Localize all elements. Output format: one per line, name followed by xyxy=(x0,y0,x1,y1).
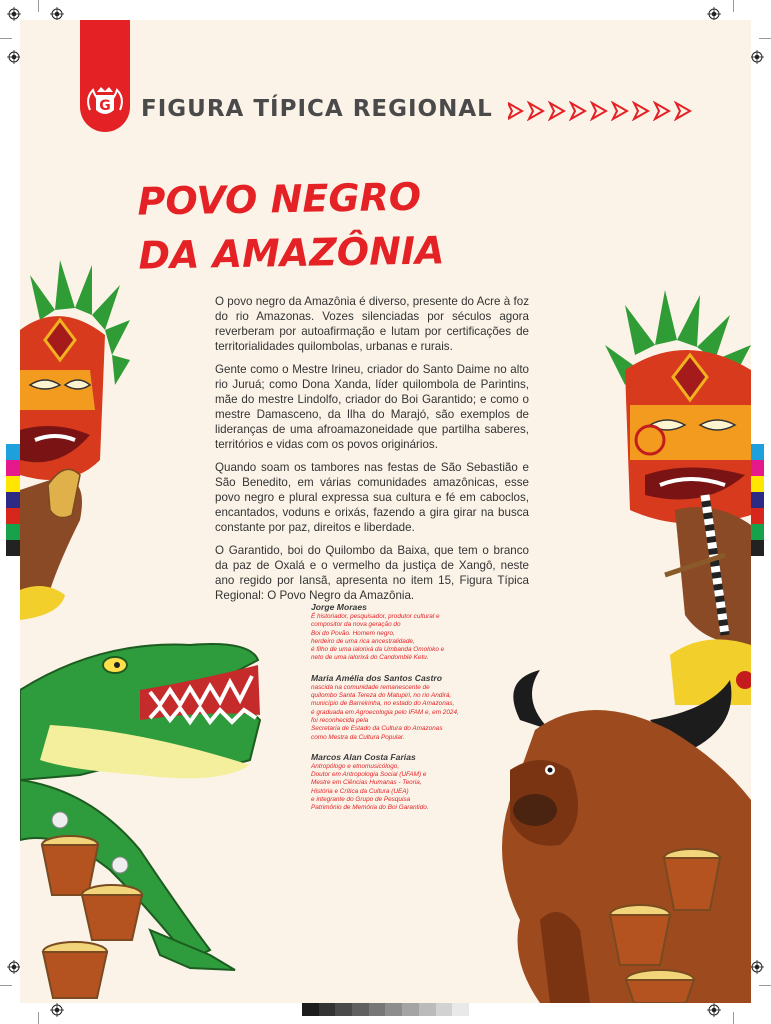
credit-bio-line: como Mestra da Cultura Popular. xyxy=(311,733,405,741)
crop-line xyxy=(759,38,771,39)
chevron-shape xyxy=(655,103,669,119)
calibration-swatch xyxy=(6,476,20,492)
paragraph: O povo negro da Amazônia é diverso, presente do Acre à foz do rio Amazonas. Vozes silenciadas por séculos agora reverberam por autoafirmação e lutam por certificações de territorialidades quilombolas, urbanas e rurais. xyxy=(215,295,529,353)
chevron-shape xyxy=(592,103,606,119)
chevron-right-icon xyxy=(508,101,708,121)
credit-block xyxy=(311,602,481,663)
registration-mark-icon xyxy=(7,50,21,64)
crop-line xyxy=(38,0,39,12)
calibration-swatch xyxy=(419,1002,436,1016)
credit-block xyxy=(311,673,481,742)
credit-bio-line: Doutor em Antropologia Social (UFAM) e xyxy=(311,771,427,779)
crop-line xyxy=(0,985,12,986)
calibration-swatch xyxy=(385,1002,402,1016)
paragraph: Quando soam os tambores nas festas de São Sebastião e São Benedito, em várias comunidades amazônicas, esse povo negro e plural expressa sua cultura e fé em caboclos, encantados, voduns e orixás, fazendo a gira girar na busca constante por paz, direitos e liberdade. xyxy=(215,461,529,534)
calibration-swatch xyxy=(750,524,764,540)
registration-mark-icon xyxy=(750,50,764,64)
credit-bio-line: compositor da nova geração do xyxy=(311,621,401,629)
author-credits xyxy=(311,602,481,823)
calibration-swatch xyxy=(6,444,20,460)
registration-mark-icon xyxy=(707,7,721,21)
main-title-line-2: DA AMAZÔNIA xyxy=(138,228,445,278)
credit-bio-line: e integrante do Grupo de Pesquisa xyxy=(311,796,411,804)
calibration-swatch xyxy=(750,508,764,524)
paragraph: Gente como o Mestre Irineu, criador do Santo Daime no alto rio Juruá; como Dona Xanda, líder quilombola de Parintins, mãe do mestre Lindolfo, criador do Boi Garantido; e como o mestre Damasceno, da Ilha do Marajó, são exemplos de lideranças de uma afroamazoneidade que partilha saberes, territórios e vidas com os povos originários. xyxy=(215,363,529,451)
calibration-swatch xyxy=(6,492,20,508)
credit-bio-line: é graduada em Agroecologia pelo IFAM e, em 2024, xyxy=(311,708,459,716)
calibration-swatch xyxy=(750,476,764,492)
calibration-swatch xyxy=(750,540,764,556)
color-calibration-bar xyxy=(6,444,20,556)
registration-mark-icon xyxy=(50,7,64,21)
registration-mark-icon xyxy=(707,1003,721,1017)
color-calibration-bar xyxy=(750,444,764,556)
credit-name: Marcos Alan Costa Farias xyxy=(311,751,416,762)
registration-mark-icon xyxy=(50,1003,64,1017)
credit-bio-line: quilombo Santa Tereza do Matupiri, no rio Andirá, xyxy=(311,692,452,700)
chevron-shape xyxy=(613,103,627,119)
calibration-swatch xyxy=(6,524,20,540)
chevron-shape xyxy=(634,103,648,119)
calibration-swatch xyxy=(6,508,20,524)
crop-line xyxy=(38,1012,39,1024)
tribal-mask-icon xyxy=(605,285,751,705)
calibration-swatch xyxy=(750,444,764,460)
credit-name: Maria Amélia dos Santos Castro xyxy=(311,672,443,683)
credit-bio-line: município de Barreirinha, no estado do Amazonas, xyxy=(311,700,455,708)
calibration-swatch xyxy=(319,1002,336,1016)
chevron-shape xyxy=(529,103,543,119)
calibration-swatch xyxy=(452,1002,469,1016)
chevron-shape xyxy=(676,103,690,119)
credit-block xyxy=(311,752,481,813)
garantido-g-emblem-icon xyxy=(85,82,125,122)
article-body xyxy=(215,294,529,611)
credit-bio-line: Secretaria de Estado da Cultura do Amazonas xyxy=(311,725,443,733)
credit-bio-line: Patrimônio de Memória do Boi Garantido. xyxy=(311,804,429,812)
section-title: FIGURA TÍPICA REGIONAL xyxy=(141,96,493,122)
chevron-shape xyxy=(571,103,585,119)
paragraph: O Garantido, boi do Quilombo da Baixa, que tem o branco da paz de Oxalá e o vermelho da justiça de Xangô, neste ano regido por Iansã, apresenta no item 15, Figura Típica Regional: O Povo Negro da Amazônia. xyxy=(215,544,529,602)
credit-name: Jorge Moraes xyxy=(311,602,367,612)
gray-calibration-bar xyxy=(302,1002,469,1016)
calibration-swatch xyxy=(369,1002,386,1016)
registration-mark-icon xyxy=(7,960,21,974)
credit-bio-line: É historiador, pesquisador, produtor cultural e xyxy=(311,613,440,620)
calibration-swatch xyxy=(750,492,764,508)
drum-icon xyxy=(30,810,150,1000)
credit-bio-line: Boi do Povão. Homem negro, xyxy=(311,629,395,637)
credit-bio-line: foi reconhecida pela xyxy=(311,716,369,724)
calibration-swatch xyxy=(6,460,20,476)
credit-bio-line: Antropólogo e etnomusicólogo, xyxy=(311,762,400,770)
crop-line xyxy=(733,0,734,12)
svg-text:G: G xyxy=(99,98,111,114)
credit-bio-line: História e Crítica da Cultura (UEA) xyxy=(311,787,409,795)
tribal-mask-icon xyxy=(20,260,130,620)
crop-line xyxy=(759,985,771,986)
chevron-shape xyxy=(508,103,522,119)
calibration-swatch xyxy=(335,1002,352,1016)
calibration-swatch xyxy=(436,1002,453,1016)
chevron-shape xyxy=(550,103,564,119)
credit-bio-line: Mestre em Ciências Humanas - Teoria, xyxy=(311,779,422,787)
main-title xyxy=(137,169,445,282)
credit-bio-line: herdeiro de uma rica ancestralidade, xyxy=(311,637,415,645)
crop-line xyxy=(733,1012,734,1024)
registration-mark-icon xyxy=(750,960,764,974)
drum-icon xyxy=(600,830,730,1003)
crop-line xyxy=(0,38,12,39)
calibration-swatch xyxy=(402,1002,419,1016)
credit-bio-line: nascida na comunidade remanescente de xyxy=(311,683,430,691)
main-title-line-1: POVO NEGRO xyxy=(137,174,422,224)
credit-bio-line: é filho de uma ialorixá da Umbanda Omoloko e xyxy=(311,646,445,654)
credit-bio-line: neto de uma ialorixá do Candomblé Ketu. xyxy=(311,654,429,662)
calibration-swatch xyxy=(6,540,20,556)
calibration-swatch xyxy=(302,1002,319,1016)
calibration-swatch xyxy=(352,1002,369,1016)
registration-mark-icon xyxy=(7,7,21,21)
calibration-swatch xyxy=(750,460,764,476)
